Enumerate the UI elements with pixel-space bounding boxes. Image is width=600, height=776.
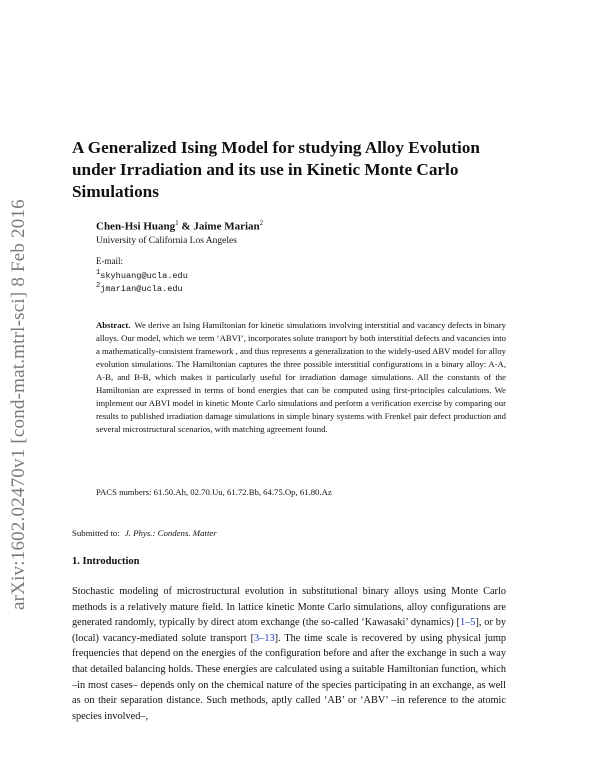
abstract [96, 319, 506, 436]
paper-title: A Generalized Ising Model for studying Alloy Evolution under Irradiation and its use in Kinetic Monte Carlo Simulations [72, 138, 480, 201]
email-entry[interactable] [96, 282, 183, 294]
submission-note [72, 528, 217, 538]
author-affiliation-mark: 2 [259, 219, 264, 227]
arxiv-identifier-stamp [4, 170, 34, 610]
author-affiliation-mark: 1 [175, 219, 179, 227]
abstract-label: Abstract. [96, 320, 131, 330]
introduction-paragraph [72, 584, 506, 724]
citation-link[interactable]: 1–5 [460, 617, 476, 629]
journal-name: J. Phys.: Condens. Matter [124, 528, 217, 538]
section-title: Introduction [82, 556, 140, 567]
author-separator: & [178, 220, 194, 233]
email-mark: 1 [96, 269, 101, 277]
author-name: Jaime Marian [193, 220, 260, 233]
affiliation: University of California Los Angeles [96, 236, 237, 246]
pacs-numbers: PACS numbers: 61.50.Ah, 02.70.Uu, 61.72.Bb, 64.75.Op, 61.80.Az [96, 487, 332, 497]
email-label: E-mail: [96, 256, 123, 266]
section-heading [72, 556, 140, 567]
email-mark: 2 [96, 282, 101, 290]
email-entry[interactable] [96, 269, 188, 281]
abstract-text: We derive an Ising Hamiltonian for kinetic simulations involving interstitial and vacancy defects in binary alloys. Our model, which we term ‘ABVI’, incorporates solute transport by both interstitial defects and vacancies into a mathematically-consistent framework , and thus represents a generalization to the widely-used ABV model for alloy evolution simulations. The Hamiltonian captures the three possible interstitial configurations in a binary alloy: A-A, A-B, and B-B, which makes it particularly useful for irradiation damage simulations. All the constants of the Hamiltonian are expressed in terms of bond energies that can be computed using first-principles calculations. We implement our ABVI model in kinetic Monte Carlo simulations and perform a verification exercise by comparing our results to published irradiation damage simulations in simple binary systems with Frenkel pair defect production and several microstructural scenarios, with matching agreement found. [96, 320, 506, 434]
submitted-label: Submitted to: [72, 528, 120, 538]
citation-link[interactable]: 3–13 [254, 632, 275, 644]
intro-text-part: ], or by (local) vacancy-mediated solute transport [ [72, 617, 507, 644]
email-address[interactable]: jmarian@ucla.edu [100, 283, 183, 294]
section-number: 1. [72, 556, 80, 567]
email-address[interactable]: skyhuang@ucla.edu [100, 270, 188, 281]
author-list [96, 219, 263, 233]
author-name: Chen-Hsi Huang [96, 220, 176, 233]
intro-text-part: Stochastic modeling of microstructural evolution in substitutional binary alloys using Monte Carlo methods is a relatively mature field. In lattice kinetic Monte Carlo simulations, alloy configurations are generated randomly, typically by direct atom exchange (the so-called ‘Kawasaki’ dynamics) [ [72, 586, 506, 629]
intro-text-part: ]. The time scale is recovered by using physical jump frequencies that depend on the energies of the configuration before and after the exchange in such a way that detailed balancing holds. These energies are calculated using a suitable Hamiltonian function, which –in most cases– depends only on the chemical nature of the species participating in an exchange, as well as on their separation distance. Such methods, aptly called ‘AB’ or ‘ABV’ –in reference to the atomic species involved–, [72, 632, 507, 722]
arxiv-identifier-text: arXiv:1602.02470v1 [cond-mat.mtrl-sci] 8 Feb 2016 [8, 199, 29, 610]
